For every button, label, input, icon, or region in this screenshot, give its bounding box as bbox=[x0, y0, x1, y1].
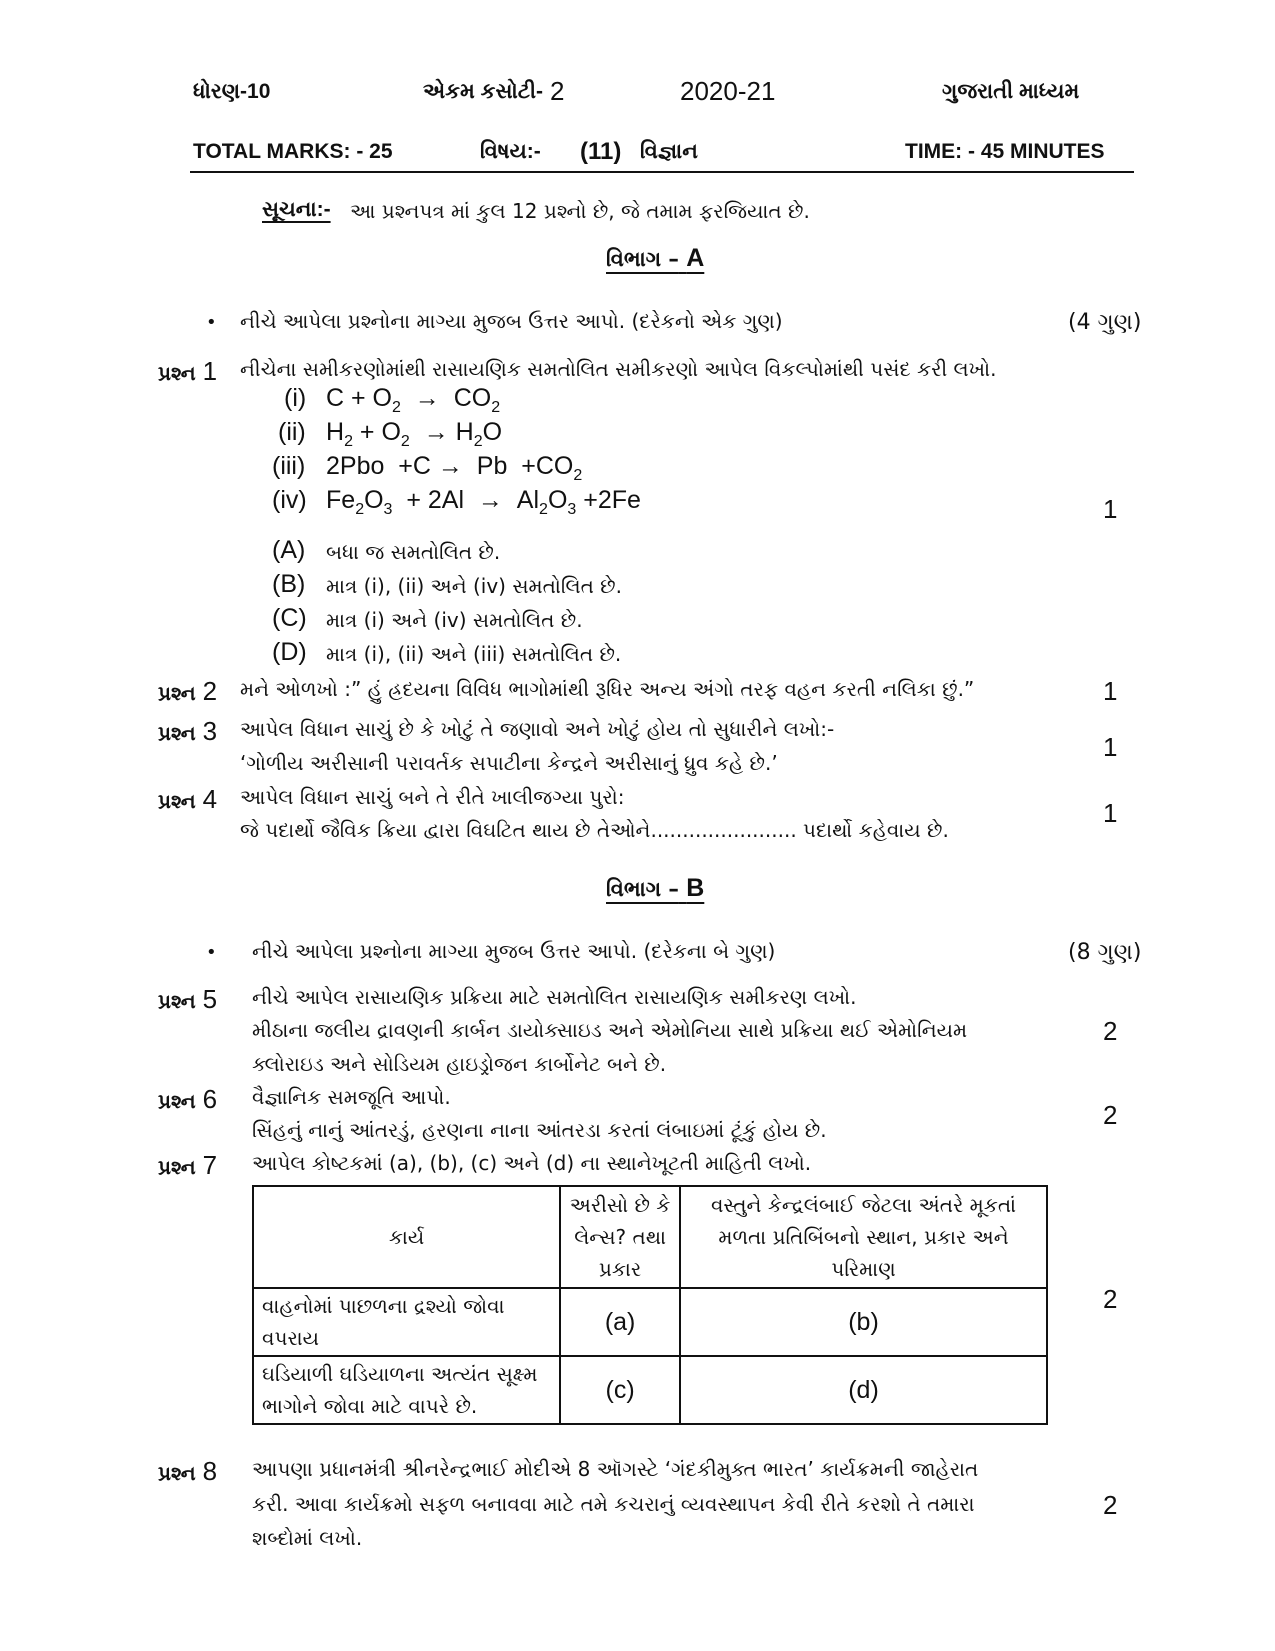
q2-label: પ્રશ્ન 2 bbox=[158, 676, 218, 706]
q1-option-key: (D) bbox=[272, 638, 307, 666]
total-marks: TOTAL MARKS: - 25 bbox=[193, 140, 393, 163]
q1-eq-label: (i) bbox=[284, 384, 307, 412]
table-header-cell: વસ્તુને કેન્દ્રલંબાઈ જેટલા અંતરે મૂકતાં મળતા પ્રતિબિંબનો સ્થાન, પ્રકાર અને પરિમાણ bbox=[680, 1186, 1047, 1288]
q3-label: પ્રશ્ન 3 bbox=[158, 716, 218, 746]
q8-label: પ્રશ્ન 8 bbox=[158, 1456, 218, 1486]
section-a-letter: A bbox=[686, 244, 705, 272]
exam-time: TIME: - 45 MINUTES bbox=[905, 140, 1105, 163]
q1-option-text: માત્ર (i) અને (iv) સમતોલિત છે. bbox=[326, 608, 583, 632]
q1-eq-label: (iii) bbox=[272, 452, 306, 480]
table-header-row bbox=[253, 1186, 1047, 1288]
q4-label: પ્રશ્ન 4 bbox=[158, 784, 218, 814]
q1-equation: $H_2 + O_2 \to H_2O$ bbox=[326, 418, 503, 450]
medium: ગુજરાતી માધ્યમ bbox=[942, 80, 1080, 103]
academic-year: 2020-21 bbox=[680, 76, 776, 106]
table-cell: (c) bbox=[560, 1356, 680, 1424]
q6-line1: વૈજ્ઞાનિક સમજૂતિ આપો. bbox=[252, 1085, 451, 1109]
test-number: 2 bbox=[550, 76, 565, 106]
q6-label: પ્રશ્ન 6 bbox=[158, 1084, 218, 1114]
q8-line1: આપણા પ્રધાનમંત્રી શ્રીનરેન્દ્રભાઈ મોદીએ 8 ઑગસ્ટે ‘ગંદકીમુક્ત ભારત’ કાર્યક્રમની જાહેરાત bbox=[252, 1457, 979, 1481]
q7-table bbox=[252, 1185, 1048, 1425]
q1-option-key: (C) bbox=[272, 604, 307, 632]
table-cell: (a) bbox=[560, 1288, 680, 1356]
q4-line1: આપેલ વિધાન સાચું બને તે રીતે ખાલીજગ્યા પુરો: bbox=[240, 785, 625, 809]
table-cell: (d) bbox=[680, 1356, 1047, 1424]
table-row bbox=[253, 1356, 1047, 1424]
q6-line2: સિંહનું નાનું આંતરડું, હરણના નાના આંતરડા કરતાં લંબાઇમાં ટૂંકું હોય છે. bbox=[252, 1118, 827, 1142]
q2-marks: 1 bbox=[1103, 676, 1118, 706]
section-b-marks: (8 ગુણ) bbox=[1068, 940, 1142, 965]
section-a-marks: (4 ગુણ) bbox=[1068, 310, 1142, 335]
q8-line2: કરી. આવા કાર્યક્રમો સફળ બનાવવા માટે તમે કચરાનું વ્યવસ્થાપન કેવી રીતે કરશો તે તમારા bbox=[252, 1492, 975, 1516]
q1-option-text: માત્ર (i), (ii) અને (iv) સમતોલિત છે. bbox=[326, 574, 622, 598]
table-row bbox=[253, 1288, 1047, 1356]
q7-label: પ્રશ્ન 7 bbox=[158, 1150, 218, 1180]
section-a-bullet: • bbox=[206, 312, 217, 333]
section-a-instruction: નીચે આપેલા પ્રશ્નોના માગ્યા મુજબ ઉત્તર આપો. (દરેકનો એક ગુણ) bbox=[240, 309, 783, 333]
section-b-instruction: નીચે આપેલા પ્રશ્નોના માગ્યા મુજબ ઉત્તર આપો. (દરેકના બે ગુણ) bbox=[252, 939, 776, 963]
q4-line2: જે પદાર્થો જૈવિક ક્રિયા દ્વારા વિઘટિત થાય છે તેઓને....................... પદાર્થો કહેવાય છે. bbox=[240, 818, 949, 842]
header-divider bbox=[190, 171, 1134, 173]
q1-eq-label: (ii) bbox=[278, 418, 306, 446]
q5-line1: નીચે આપેલ રાસાયણિક પ્રક્રિયા માટે સમતોલિત રાસાયણિક સમીકરણ લખો. bbox=[252, 985, 857, 1009]
q7-text: આપેલ કોષ્ટકમાં (a), (b), (c) અને (d) ના સ્થાનેખૂટતી માહિતી લખો. bbox=[252, 1151, 812, 1175]
q1-eq-label: (iv) bbox=[272, 486, 307, 514]
q1-equation: $2Pbo +C \to Pb +CO_2$ bbox=[326, 452, 583, 484]
standard: ધોરણ-10 bbox=[193, 80, 271, 103]
section-b-letter: B bbox=[686, 874, 705, 902]
q1-option-key: (A) bbox=[272, 536, 306, 564]
test-name: એકમ કસોટી- bbox=[423, 80, 543, 103]
q1-label: પ્રશ્ન 1 bbox=[158, 356, 218, 386]
table-header-cell: અરીસો છે કે લેન્સ? તથા પ્રકાર bbox=[560, 1186, 680, 1288]
q1-option-text: માત્ર (i), (ii) અને (iii) સમતોલિત છે. bbox=[326, 642, 622, 666]
q3-line2: ‘ગોળીય અરીસાની પરાવર્તક સપાટીના કેન્દ્રને અરીસાનું ધ્રુવ કહે છે.’ bbox=[240, 751, 778, 775]
q1-text: નીચેના સમીકરણોમાંથી રાસાયણિક સમતોલિત સમીકરણો આપેલ વિકલ્પોમાંથી પસંદ કરી લખો. bbox=[240, 357, 997, 381]
table-header-cell: કાર્ય bbox=[253, 1186, 560, 1288]
table-cell: (b) bbox=[680, 1288, 1047, 1356]
q1-equation: $Fe_2O_3 + 2Al \to Al_2O_3 +2Fe$ bbox=[326, 486, 641, 518]
q1-marks: 1 bbox=[1103, 494, 1118, 524]
section-b-title: વિભાગ – B bbox=[606, 874, 705, 902]
table-cell: ઘડિયાળી ઘડિયાળના અત્યંત સૂક્ષ્મ ભાગોને જોવા માટે વાપરે છે. bbox=[253, 1356, 560, 1424]
q4-marks: 1 bbox=[1103, 798, 1118, 828]
q5-line3: ક્લોરાઇડ અને સોડિયમ હાઇડ્રોજન કાર્બોનેટ બને છે. bbox=[252, 1052, 667, 1076]
table-cell: વાહનોમાં પાછળના દ્રશ્યો જોવા વપરાય bbox=[253, 1288, 560, 1356]
q6-marks: 2 bbox=[1103, 1100, 1118, 1130]
q5-label: પ્રશ્ન 5 bbox=[158, 984, 218, 1014]
q8-marks: 2 bbox=[1103, 1490, 1118, 1520]
q2-text: મને ઓળખો :” હું હ્રદયના વિવિધ ભાગોમાંથી રૂધિર અન્ય અંગો તરફ વહન કરતી નલિકા છું.” bbox=[240, 677, 975, 701]
q3-line1: આપેલ વિધાન સાચું છે કે ખોટું તે જણાવો અને ખોટું હોય તો સુધારીને લખો:- bbox=[240, 717, 835, 741]
q1-equation: $C + O_2 \to CO_2$ bbox=[326, 384, 501, 416]
q7-marks: 2 bbox=[1103, 1284, 1118, 1314]
instruction-text: આ પ્રશ્નપત્ર માં કુલ 12 પ્રશ્નો છે, જે તમામ ફરજિયાત છે. bbox=[350, 199, 810, 223]
subject-code: (11) bbox=[580, 138, 622, 165]
q8-line3: શબ્દોમાં લખો. bbox=[252, 1526, 363, 1550]
subject-label: વિષય:- bbox=[480, 140, 541, 163]
q5-marks: 2 bbox=[1103, 1016, 1118, 1046]
q1-option-text: બધા જ સમતોલિત છે. bbox=[326, 540, 501, 564]
q3-marks: 1 bbox=[1103, 732, 1118, 762]
section-a-title: વિભાગ – A bbox=[606, 244, 705, 272]
subject-name: વિજ્ઞાન bbox=[640, 140, 698, 163]
q1-option-key: (B) bbox=[272, 570, 306, 598]
q5-line2: મીઠાના જલીય દ્રાવણની કાર્બન ડાયોક્સાઇડ અને એમોનિયા સાથે પ્રક્રિયા થઈ એમોનિયમ bbox=[252, 1018, 968, 1042]
instruction-label: સૂચના:- bbox=[262, 198, 331, 221]
section-b-bullet: • bbox=[206, 942, 217, 963]
